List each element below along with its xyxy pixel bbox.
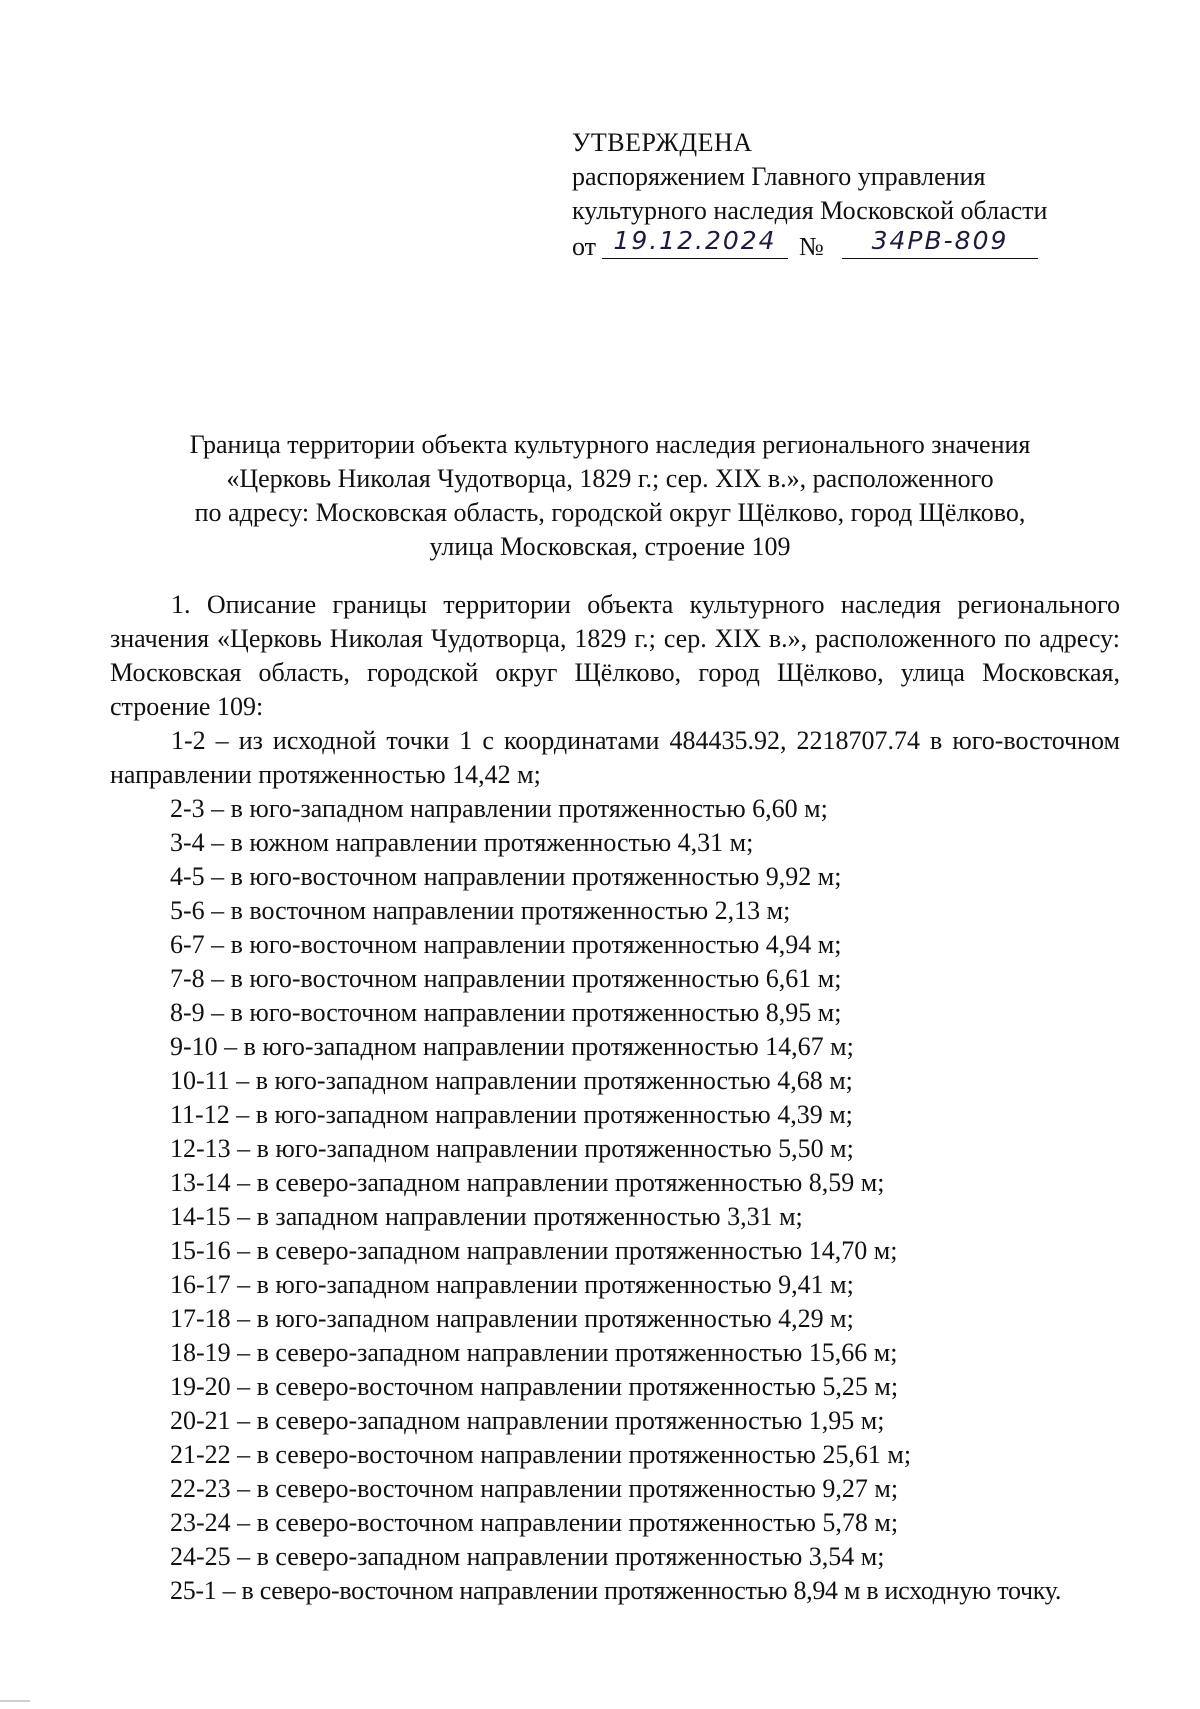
approval-line-1: распоряжением Главного управления [572, 162, 986, 191]
boundary-segment-item: 13-14 – в северо-западном направлении протяженностью 8,59 м; [170, 1168, 885, 1197]
boundary-segment-item: 16-17 – в юго-западном направлении протяженностью 9,41 м; [170, 1270, 854, 1299]
boundary-segment-item: 15-16 – в северо-западном направлении протяженностью 14,70 м; [170, 1236, 898, 1265]
title-line-1: Граница территории объекта культурного наследия регионального значения [189, 430, 1031, 459]
boundary-segment-item: 10-11 – в юго-западном направлении протяженностью 4,68 м; [170, 1066, 853, 1095]
boundary-segment-item: 19-20 – в северо-восточном направлении протяженностью 5,25 м; [170, 1372, 899, 1401]
boundary-segment-item: 7-8 – в юго-восточном направлении протяженностью 6,61 м; [170, 964, 842, 993]
title-line-4: улица Московская, строение 109 [429, 532, 791, 561]
boundary-segment-list [110, 792, 1120, 1608]
document-body [110, 588, 1120, 1608]
boundary-segment-item: 4-5 – в юго-восточном направлении протяженностью 9,92 м; [170, 862, 842, 891]
boundary-segment-item: 9-10 – в юго-западном направлении протяженностью 14,67 м; [170, 1032, 854, 1061]
number-prefix: № [799, 232, 824, 261]
title-line-2: «Церковь Николая Чудотворца, 1829 г.; сер. XIX в.», расположенного [226, 464, 994, 493]
title-line-3: по адресу: Московская область, городской округ Щёлково, город Щёлково, [194, 498, 1026, 527]
boundary-segment-item: 22-23 – в северо-восточном направлении протяженностью 9,27 м; [170, 1474, 899, 1503]
boundary-segment-item: 14-15 – в западном направлении протяженностью 3,31 м; [170, 1202, 803, 1231]
boundary-segment-item: 24-25 – в северо-западном направлении протяженностью 3,54 м; [170, 1542, 885, 1571]
scan-edge-mark [0, 1700, 30, 1702]
boundary-segment-item: 5-6 – в восточном направлении протяженностью 2,13 м; [170, 896, 791, 925]
number-value: 34РВ-809 [842, 224, 1038, 259]
boundary-segment-item: 12-13 – в юго-западном направлении протяженностью 5,50 м; [170, 1134, 854, 1163]
boundary-segment-item: 20-21 – в северо-западном направлении протяженностью 1,95 м; [170, 1406, 885, 1435]
boundary-segment-item: 21-22 – в северо-восточном направлении протяженностью 25,61 м; [170, 1440, 912, 1469]
boundary-segment-item: 17-18 – в юго-западном направлении протяженностью 4,29 м; [170, 1304, 854, 1333]
document-title [110, 428, 1110, 564]
date-prefix: от [572, 232, 597, 261]
boundary-segment-item: 11-12 – в юго-западном направлении протяженностью 4,39 м; [170, 1100, 853, 1129]
approval-date-number-line [572, 228, 1132, 266]
boundary-segment-item: 6-7 – в юго-восточном направлении протяженностью 4,94 м; [170, 930, 842, 959]
boundary-segment-item: 3-4 – в южном направлении протяженностью 4,31 м; [170, 828, 754, 857]
boundary-segment-item: 2-3 – в юго-западном направлении протяженностью 6,60 м; [170, 794, 828, 823]
boundary-segment-item: 25-1 – в северо-восточном направлении протяженностью 8,94 м в исходную точку. [170, 1576, 1062, 1605]
approval-stamp-block [572, 126, 1132, 266]
boundary-segment-item: 18-19 – в северо-западном направлении протяженностью 15,66 м; [170, 1338, 898, 1367]
intro-paragraph: 1. Описание границы территории объекта культурного наследия регионального значения «Церковь Николая Чудотворца, 1829 г.; сер. XIX в.», расположенного по адресу: Московская область, городской округ Щёлково, город Щёлково, улица Московская, строение 109: [110, 590, 1120, 721]
boundary-segment-item: 23-24 – в северо-восточном направлении протяженностью 5,78 м; [170, 1508, 899, 1537]
date-value: 19.12.2024 [602, 224, 788, 259]
first-segment-paragraph: 1-2 – из исходной точки 1 с координатами 484435.92, 2218707.74 в юго-восточном направлении протяженностью 14,42 м; [110, 726, 1120, 789]
boundary-segment-item: 8-9 – в юго-восточном направлении протяженностью 8,95 м; [170, 998, 842, 1027]
approval-heading: УТВЕРЖДЕНА [572, 128, 753, 157]
approval-line-2: культурного наследия Московской области [572, 196, 1048, 225]
